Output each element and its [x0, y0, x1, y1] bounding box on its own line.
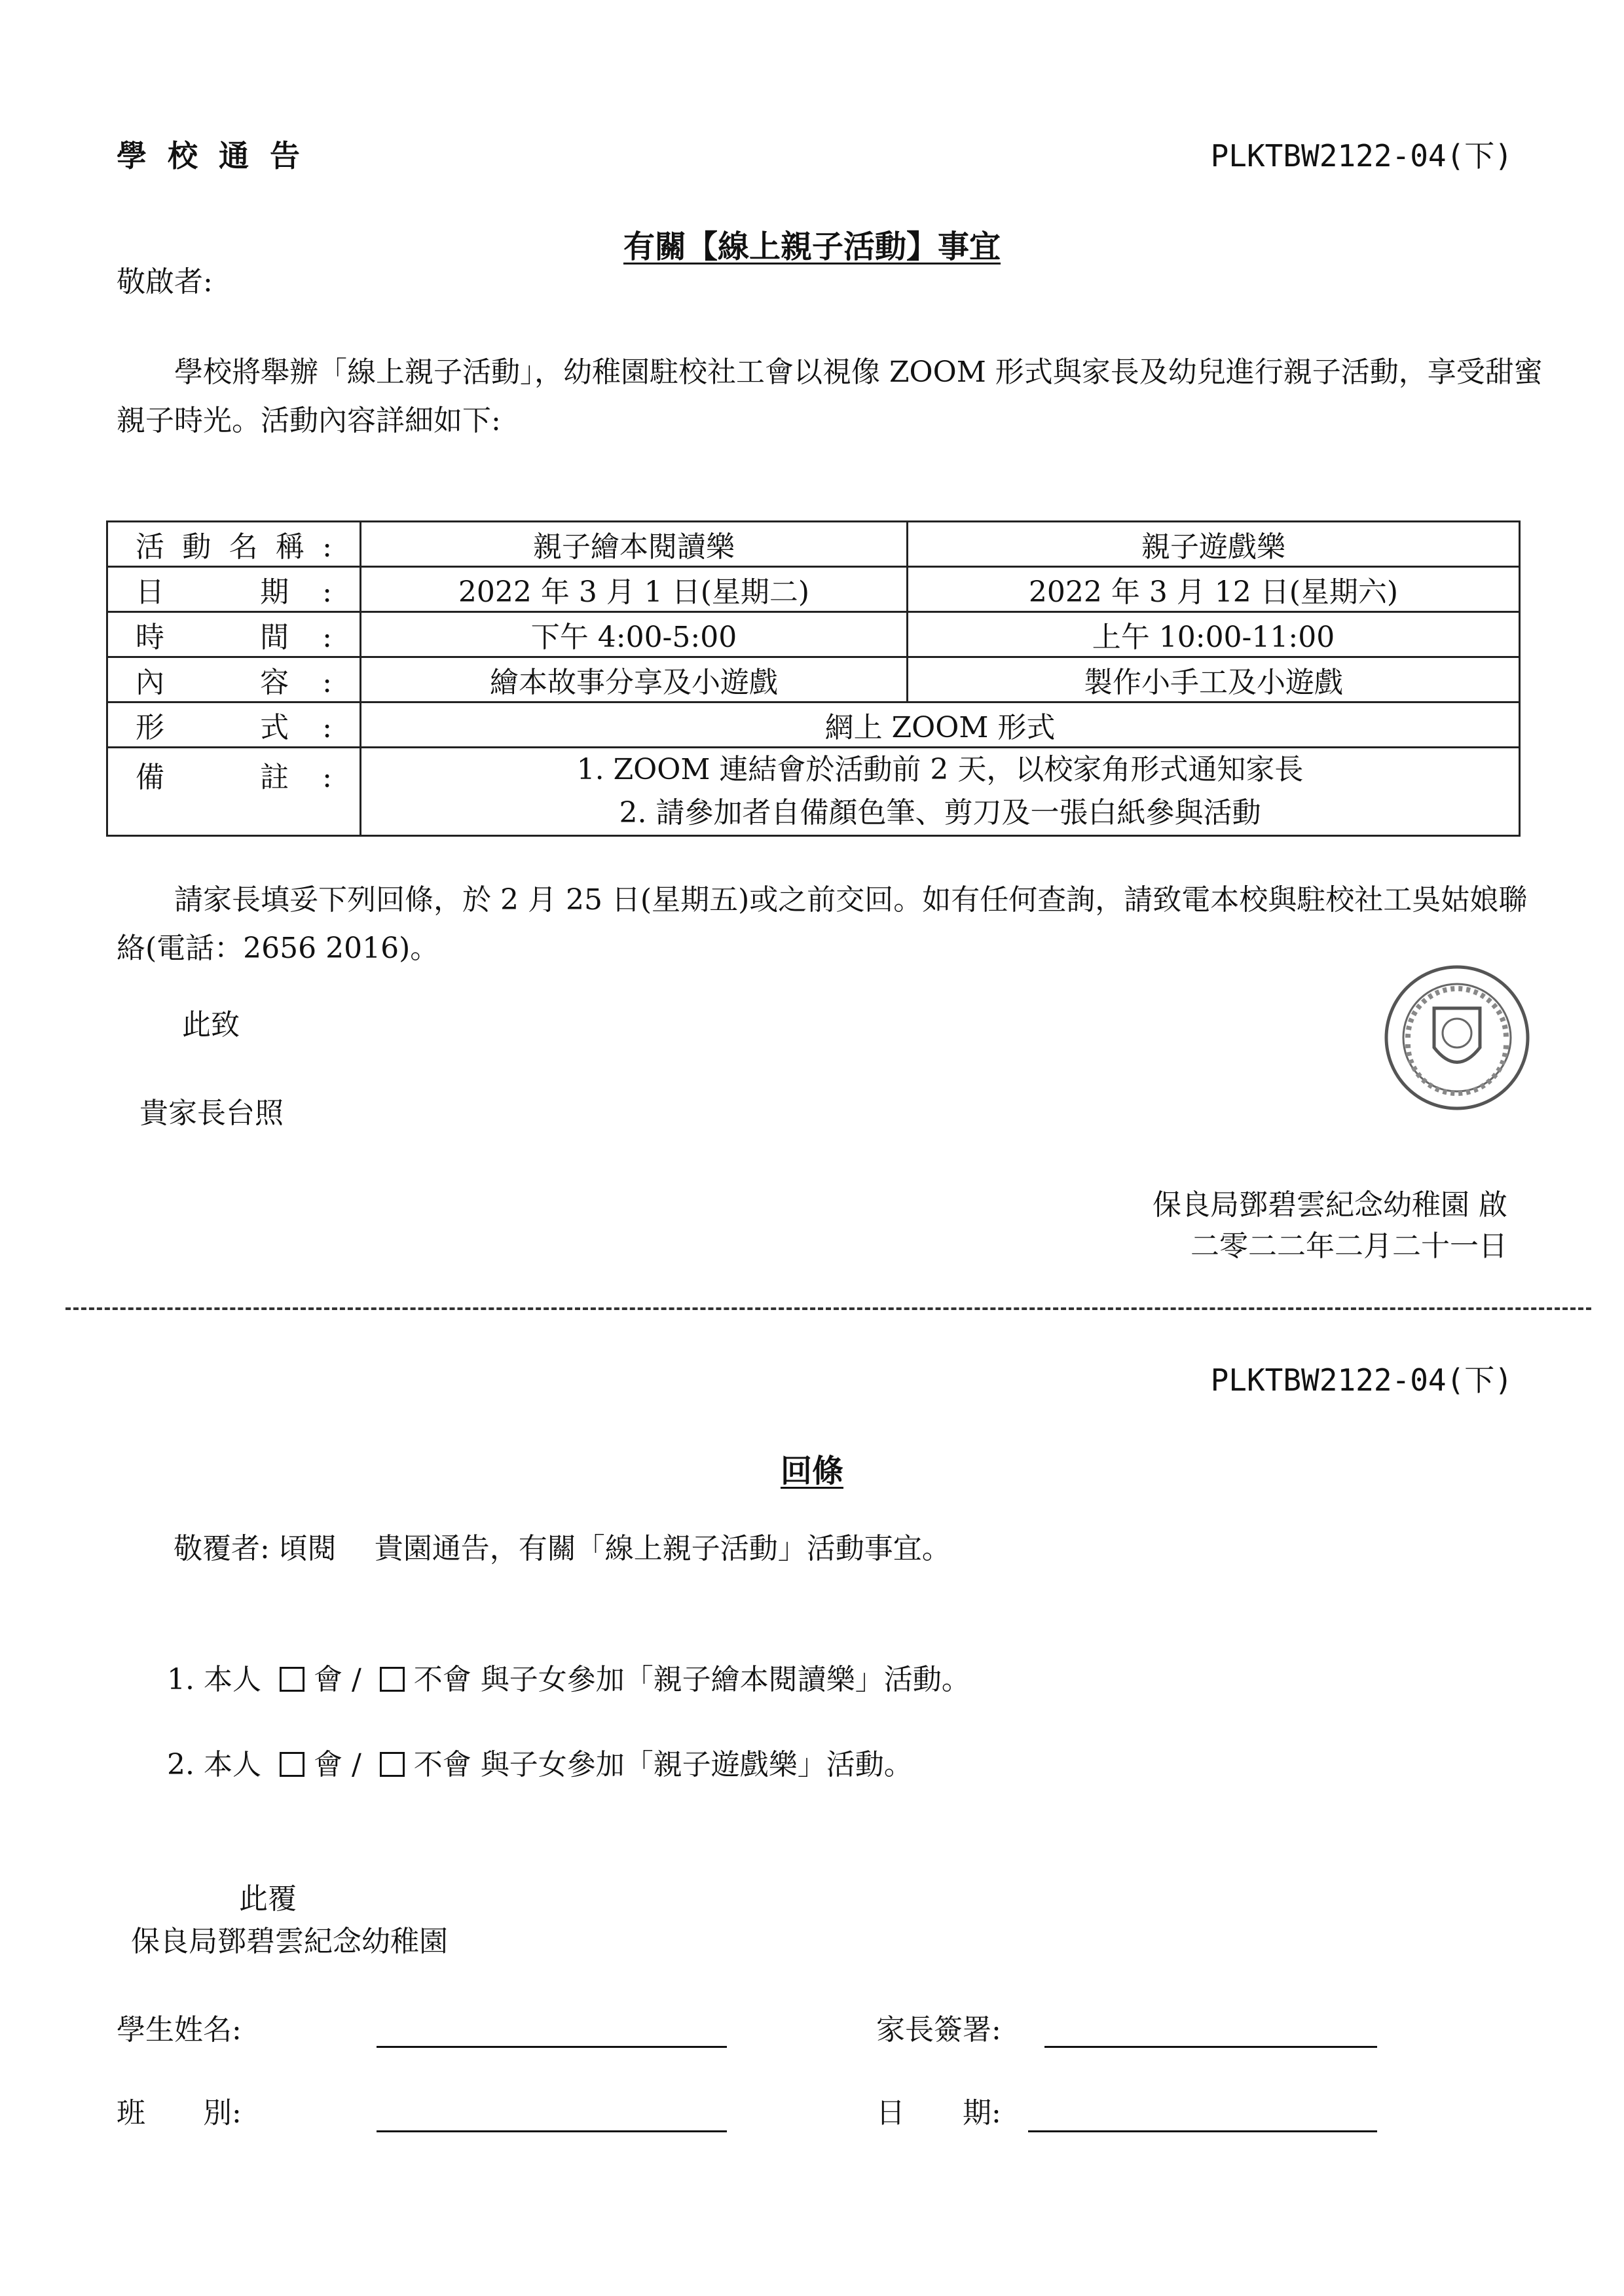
table-row — [107, 567, 1520, 612]
wont-label: 不會 — [413, 1663, 471, 1696]
row-label: 形 式: — [107, 702, 361, 748]
cell-activity-1: 親子繪本閱讀樂 — [361, 522, 908, 567]
activity-table — [106, 520, 1521, 837]
intro-paragraph: 學校將舉辦「線上親子活動」，幼稚園駐校社工會以視像 ZOOM 形式與家長及幼兒進行親子活動，享受甜蜜親子時光。活動內容詳細如下: — [117, 355, 1543, 437]
parent-sign-field[interactable] — [1044, 2046, 1377, 2048]
slip-reply-to: 此覆 — [239, 1882, 297, 1916]
closing-parents: 貴家長台照 — [139, 1097, 284, 1130]
row-label: 備 註: — [107, 748, 361, 836]
salutation: 敬啟者: — [117, 265, 213, 299]
slip-school: 保良局鄧碧雲紀念幼稚園 — [131, 1925, 448, 1958]
signature-org: 保良局鄧碧雲紀念幼稚園 啟 — [1153, 1188, 1507, 1222]
cell-content-1: 繪本故事分享及小遊戲 — [361, 657, 908, 702]
student-name-field[interactable] — [377, 2046, 727, 2048]
signature-date: 二零二二年二月二十一日 — [1190, 1230, 1507, 1263]
table-row — [107, 748, 1520, 836]
row-label: 活動名稱: — [107, 522, 361, 567]
cell-activity-2: 親子遊戲樂 — [908, 522, 1520, 567]
will-attend-checkbox[interactable] — [280, 1752, 304, 1777]
date-label: 日 期: — [876, 2096, 1001, 2130]
remark-1: 1. ZOOM 連結會於活動前 2 天，以校家角形式通知家長 — [576, 753, 1304, 786]
cell-remarks — [361, 748, 1520, 836]
will-label: 會 / — [313, 1663, 361, 1696]
cell-content-2: 製作小手工及小遊戲 — [908, 657, 1520, 702]
option-prefix: 本人 — [203, 1663, 261, 1696]
table-row — [107, 702, 1520, 748]
row-label: 內 容: — [107, 657, 361, 702]
cell-date-2: 2022 年 3 月 12 日(星期六) — [908, 567, 1520, 612]
slip-acknowledgement: 敬覆者: 頃閱 貴園通告，有關「線上親子活動」活動事宜。 — [174, 1532, 951, 1565]
class-field[interactable] — [377, 2130, 727, 2132]
date-field[interactable] — [1028, 2130, 1377, 2132]
notice-type: 學校通告 — [117, 138, 321, 173]
cell-date-1: 2022 年 3 月 1 日(星期二) — [361, 567, 908, 612]
row-label: 時 間: — [107, 612, 361, 657]
notice-title: 有關【線上親子活動】事宜 — [623, 228, 1001, 265]
school-seal-icon — [1382, 962, 1532, 1113]
parent-sign-label: 家長簽署: — [876, 2013, 1001, 2047]
notice-ref: PLKTBW2122-04(下) — [1210, 138, 1513, 173]
remark-2: 2. 請參加者自備顏色筆、剪刀及一張白紙參與活動 — [619, 796, 1261, 829]
table-row — [107, 657, 1520, 702]
will-not-attend-checkbox[interactable] — [380, 1752, 405, 1777]
class-label: 班 別: — [117, 2096, 242, 2130]
tear-off-divider — [65, 1307, 1591, 1310]
reply-instruction: 請家長填妥下列回條，於 2 月 25 日(星期五)或之前交回。如有任何查詢，請致電本校與駐校社工吳姑娘聯絡(電話：2656 2016)。 — [117, 883, 1528, 965]
cell-time-2: 上午 10:00-11:00 — [908, 612, 1520, 657]
wont-label: 不會 — [413, 1748, 471, 1781]
will-label: 會 / — [313, 1748, 361, 1781]
option-2 — [167, 1748, 913, 1783]
option-text: 與子女參加「親子遊戲樂」活動。 — [480, 1748, 913, 1781]
will-not-attend-checkbox[interactable] — [380, 1667, 405, 1692]
table-row — [107, 522, 1520, 567]
option-1 — [167, 1663, 970, 1698]
student-name-label: 學生姓名: — [117, 2013, 242, 2047]
will-attend-checkbox[interactable] — [280, 1667, 304, 1692]
slip-ref: PLKTBW2122-04(下) — [1210, 1362, 1513, 1398]
option-text: 與子女參加「親子繪本閱讀樂」活動。 — [480, 1663, 970, 1696]
slip-title: 回條 — [780, 1453, 843, 1489]
table-row — [107, 612, 1520, 657]
cell-format: 網上 ZOOM 形式 — [361, 702, 1520, 748]
option-number: 2. — [167, 1748, 194, 1781]
closing-this-to: 此致 — [182, 1008, 240, 1042]
option-number: 1. — [167, 1663, 194, 1696]
cell-time-1: 下午 4:00-5:00 — [361, 612, 908, 657]
option-prefix: 本人 — [203, 1748, 261, 1781]
row-label: 日 期: — [107, 567, 361, 612]
